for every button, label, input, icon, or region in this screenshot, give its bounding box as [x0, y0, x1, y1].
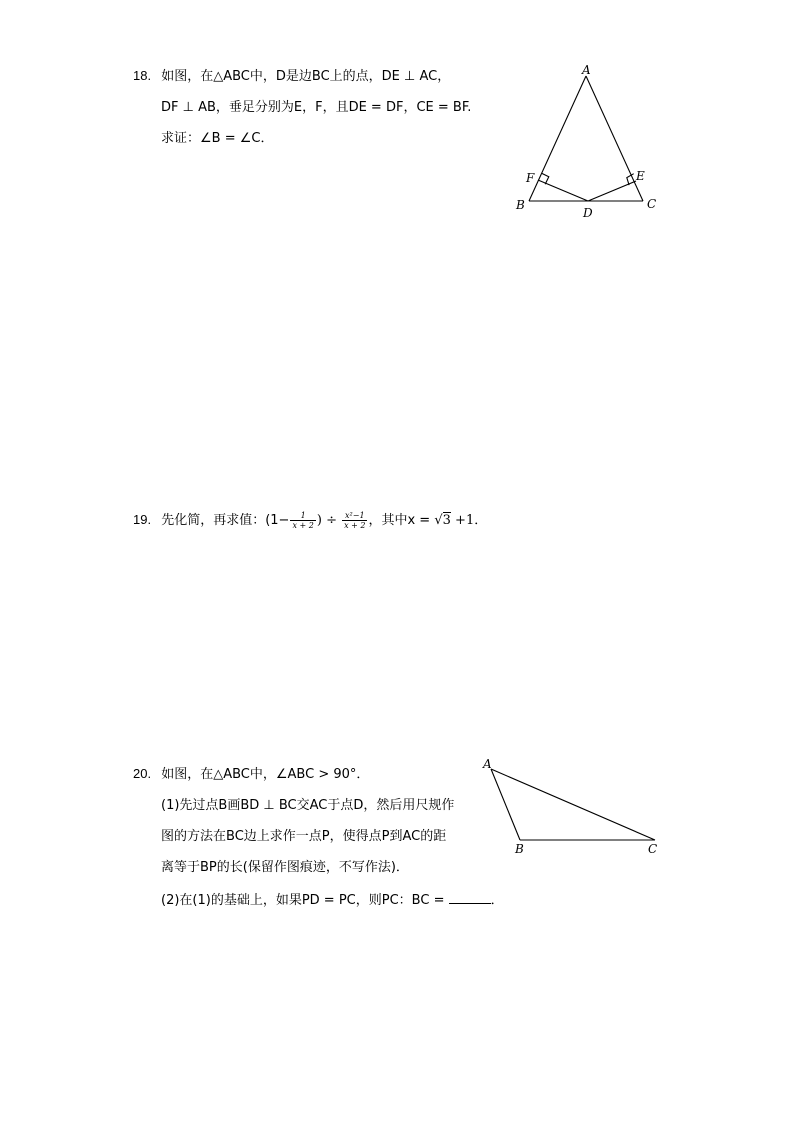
side-ac: [586, 76, 643, 201]
q19-frac1-numerator: 1: [290, 511, 315, 521]
q20-text-line3: 图的方法在BC边上求作一点P，使得点P到AC的距: [161, 829, 447, 844]
q20-triangle-figure: [478, 752, 668, 862]
q19-sqrt-value: 3: [442, 513, 451, 528]
label-b: B: [516, 198, 525, 212]
label-f: F: [526, 171, 535, 185]
q19-tail: +1．: [450, 513, 488, 528]
q20-text-line1: 如图，在△ABC中，∠ABC > 90°．: [161, 767, 370, 782]
q20-line1: [133, 765, 369, 784]
side-ab: [529, 76, 586, 201]
q18-line1: [133, 67, 450, 86]
q19-mid: ) ÷: [316, 513, 342, 528]
q18-text-line2: DF ⊥ AB，垂足分别为E，F，且DE = DF，CE = BF.: [161, 100, 472, 115]
q19-suffix: ，其中x =: [368, 513, 435, 528]
q18-triangle-figure: [505, 58, 675, 223]
q19-line: [133, 511, 487, 530]
label-a: A: [483, 757, 492, 771]
q20-text-line4: 离等于BP的长(保留作图痕迹，不写作法)．: [161, 860, 409, 875]
label-b: B: [515, 842, 524, 856]
q19-number: 19.: [133, 512, 152, 527]
q19-frac1-denominator: x + 2: [292, 521, 314, 530]
answer-blank[interactable]: [449, 891, 491, 904]
label-c: C: [647, 197, 657, 211]
q20-text-line2: (1)先过点B画BD ⊥ BC交AC于点D，然后用尺规作: [161, 798, 455, 813]
q19-fraction-1: [290, 511, 315, 530]
q18-text-line1: 如图，在△ABC中，D是边BC上的点，DE ⊥ AC，: [161, 69, 451, 84]
q20-number: 20.: [133, 766, 152, 781]
q18-text-line3: 求证：∠B = ∠C．: [161, 131, 274, 146]
label-c: C: [648, 842, 658, 856]
label-a: A: [582, 63, 591, 77]
q19-prefix: 先化简，再求值：(1−: [161, 513, 290, 528]
q18-number: 18.: [133, 68, 152, 83]
q19-frac2-denominator: x + 2: [344, 521, 366, 530]
sqrt-symbol: √: [434, 513, 443, 528]
label-e: E: [636, 169, 645, 183]
q19-frac2-numerator: x²−1: [342, 511, 367, 521]
q20-line5-suffix: ．: [490, 893, 504, 908]
q20-text-line5: [161, 891, 504, 910]
q20-line5-prefix: (2)在(1)的基础上，如果PD = PC，则PC：BC =: [161, 893, 449, 908]
label-d: D: [583, 206, 593, 220]
q19-fraction-2: [342, 511, 367, 530]
